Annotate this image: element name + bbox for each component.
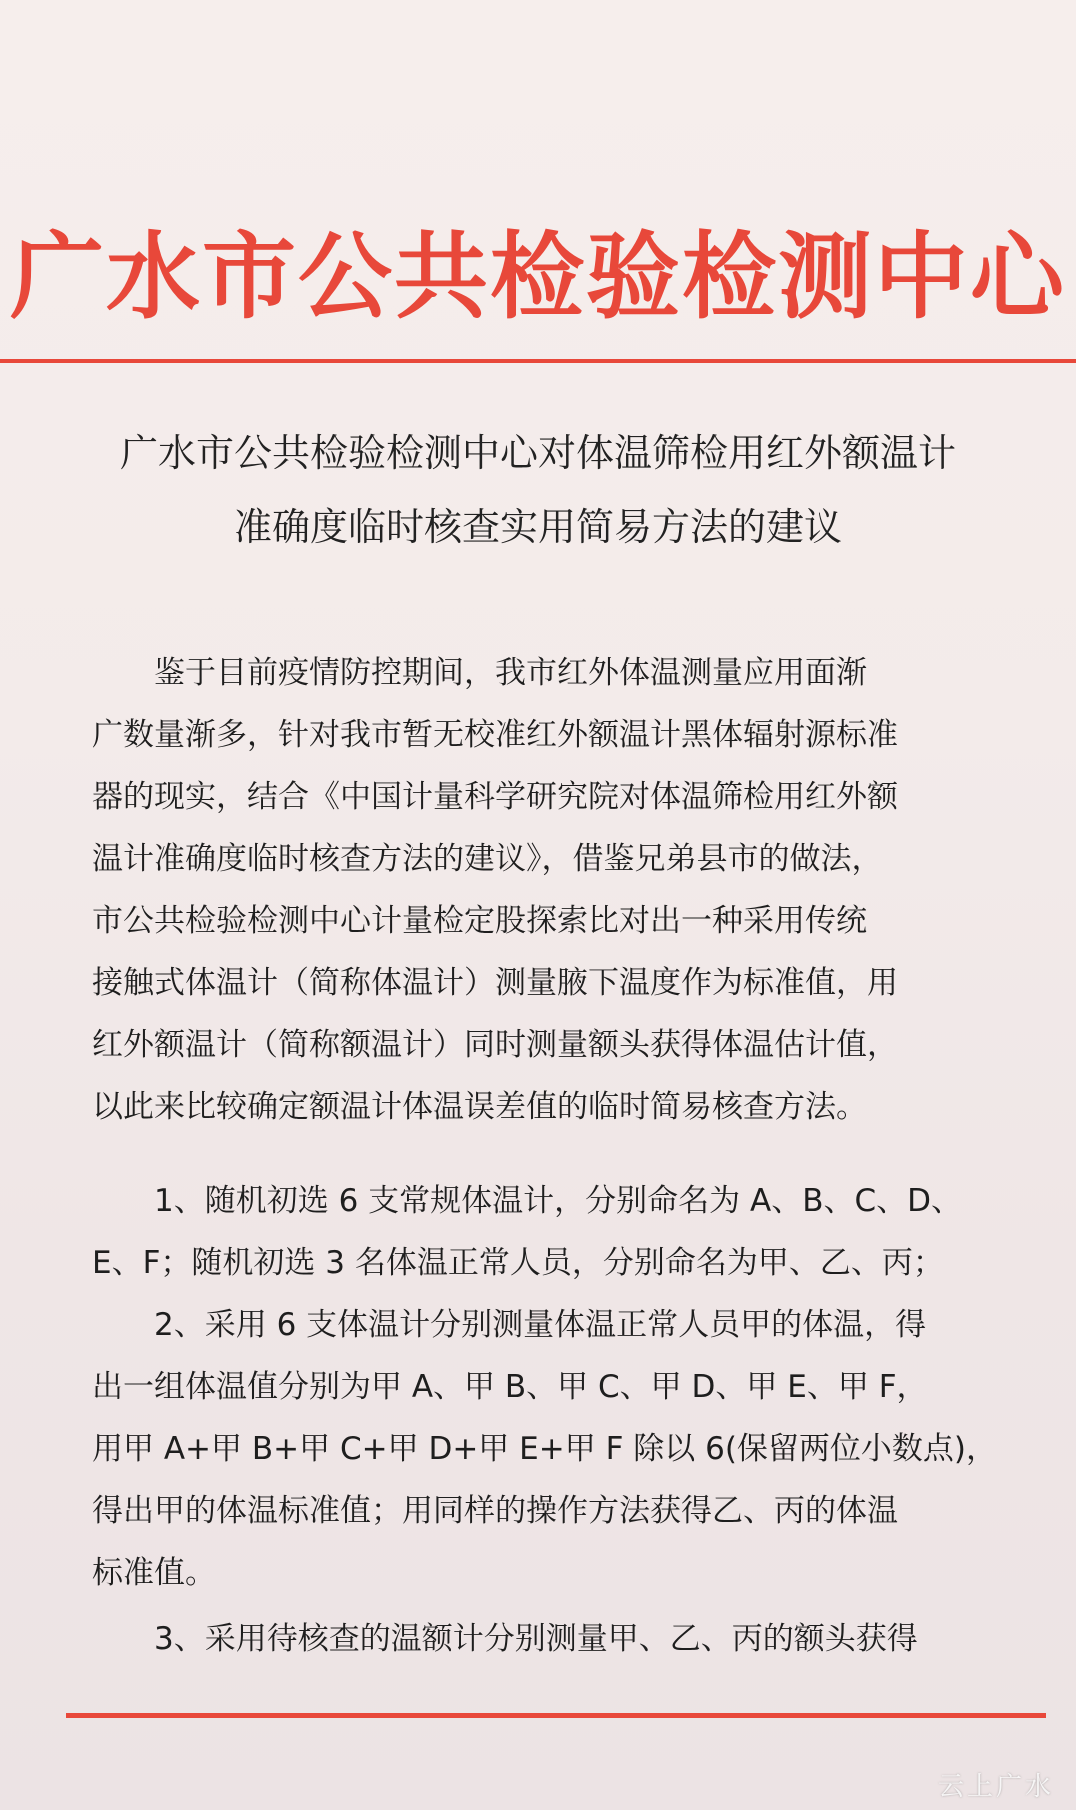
body-line: 1、随机初选 6 支常规体温计，分别命名为 A、B、C、D、 [92,1183,962,1219]
body-line: E、F；随机初选 3 名体温正常人员，分别命名为甲、乙、丙； [92,1245,944,1281]
body-line: 得出甲的体温标准值；用同样的操作方法获得乙、丙的体温 [92,1493,898,1529]
body-line: 用甲 A+甲 B+甲 C+甲 D+甲 E+甲 F 除以 6(保留两位小数点)， [92,1431,998,1467]
body-line: 鉴于目前疫情防控期间，我市红外体温测量应用面渐 [92,655,867,691]
body-line: 出一组体温值分别为甲 A、甲 B、甲 C、甲 D、甲 E、甲 F， [92,1369,928,1405]
document-title-line-2: 准确度临时核查实用简易方法的建议 [233,505,842,549]
document-title-line-1: 广水市公共检验检测中心对体温筛检用红外额温计 [119,431,956,475]
body-line: 标准值。 [92,1555,216,1591]
watermark-logo-text: 云上广水 [937,1772,1054,1802]
body-line: 红外额温计（简称额温计）同时测量额头获得体温估计值， [92,1027,898,1063]
body-line: 接触式体温计（简称体温计）测量腋下温度作为标准值，用 [92,965,898,1001]
body-line: 广数量渐多，针对我市暂无校准红外额温计黑体辐射源标准 [92,717,898,753]
letterhead-org-name: 广水市公共检验检测中心 [9,222,1066,332]
footer-red-rule [66,1713,1046,1718]
body-line: 市公共检验检测中心计量检定股探索比对出一种采用传统 [92,903,867,939]
letterhead-red-rule [0,359,1076,363]
body-line: 以此来比较确定额温计体温误差值的临时简易核查方法。 [92,1089,867,1125]
body-line: 3、采用待核查的温额计分别测量甲、乙、丙的额头获得 [92,1621,918,1657]
body-line: 2、采用 6 支体温计分别测量体温正常人员甲的体温，得 [92,1307,927,1343]
body-line: 器的现实，结合《中国计量科学研究院对体温筛检用红外额 [92,779,898,815]
body-line: 温计准确度临时核查方法的建议》，借鉴兄弟县市的做法， [92,841,883,877]
